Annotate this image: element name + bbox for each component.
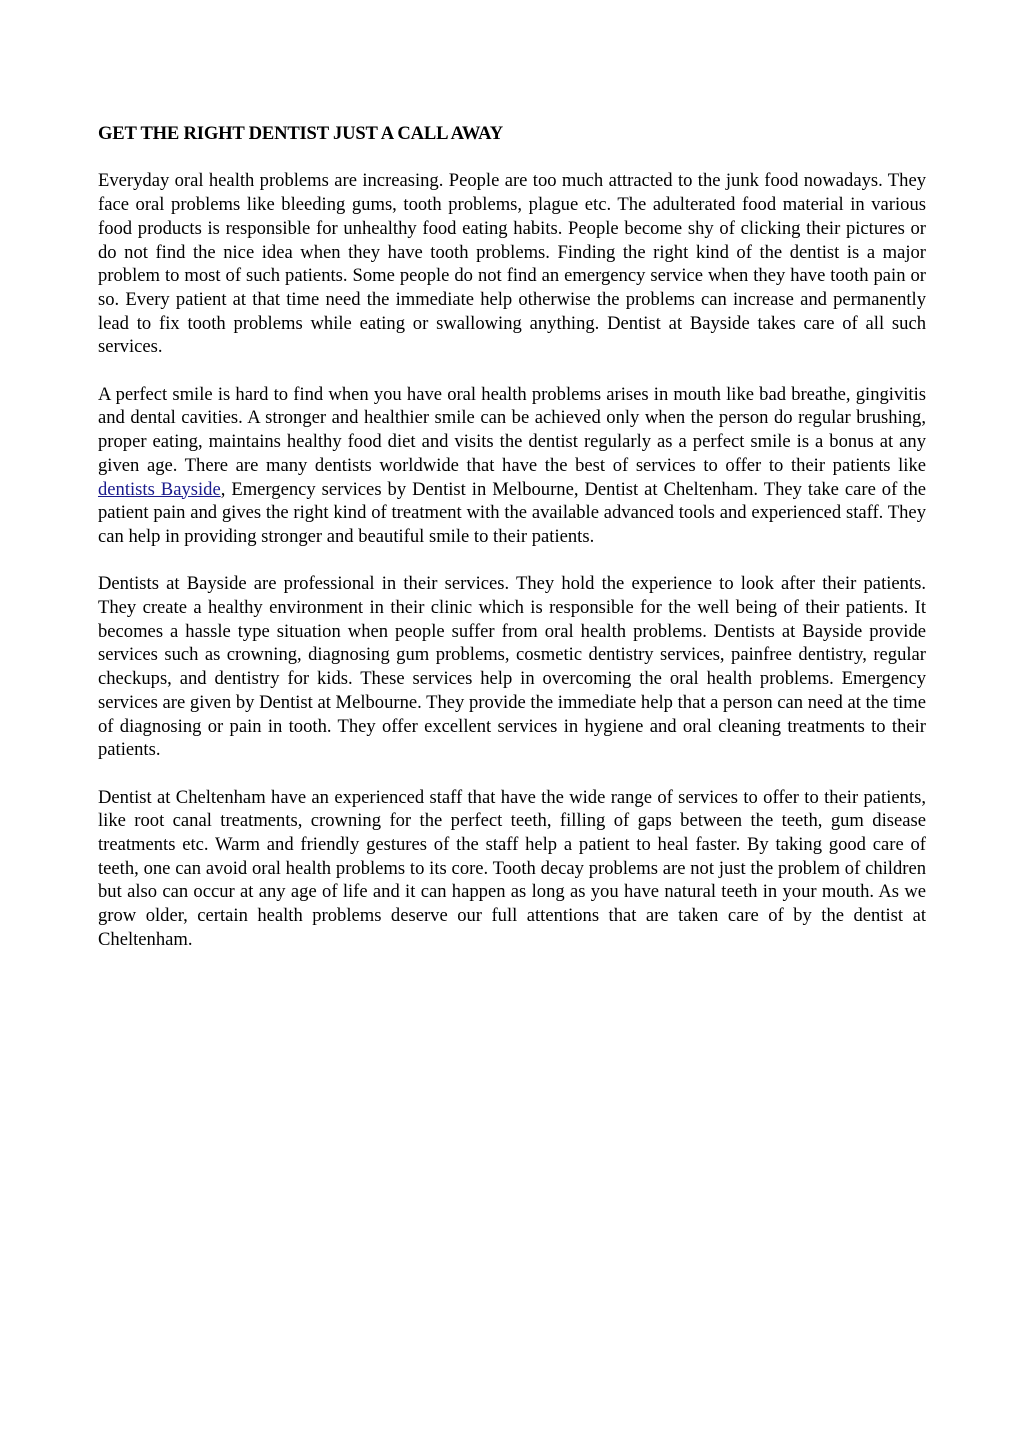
paragraph-1: Everyday oral health problems are increasing. People are too much attracted to the junk food nowadays. They face oral problems like bleeding gums, tooth problems, plague etc. The adulterated food material in various food products is responsible for unhealthy food eating habits. People become shy of clicking their pictures or do not find the nice idea when they have tooth problems. Finding the right kind of the dentist is a major problem to most of such patients. Some people do not find an emergency service when they have tooth pain or so. Every patient at that time need the immediate help otherwise the problems can increase and permanently lead to fix tooth problems while eating or swallowing anything. Dentist at Bayside takes care of all such services. [98, 170, 926, 358]
paragraph-2-text-after-link: , Emergency services by Dentist in Melbourne, Dentist at Cheltenham. They take care of the patient pain and gives the right kind of treatment with the available advanced tools and experienced staff. They can help in providing stronger and beautiful smile to their patients. [98, 478, 926, 547]
paragraph-3: Dentists at Bayside are professional in their services. They hold the experience to look after their patients. They create a healthy environment in their clinic which is responsible for the well being of their patients. It becomes a hassle type situation when people suffer from oral health problems. Dentists at Bayside provide services such as crowning, diagnosing gum problems, cosmetic dentistry services, painfree dentistry, regular checkups, and dentistry for kids. These services help in overcoming the oral health problems. Emergency services are given by Dentist at Melbourne. They provide the immediate help that a person can need at the time of diagnosing or pain in tooth. They offer excellent services in hygiene and oral cleaning treatments to their patients. [98, 573, 926, 761]
document-title: GET THE RIGHT DENTIST JUST A CALL AWAY [98, 123, 503, 144]
paragraph-2-text-before-link: A perfect smile is hard to find when you have oral health problems arises in mouth like bad breathe, gingivitis and dental cavities. A stronger and healthier smile can be achieved only when the person do regular brushing, proper eating, maintains healthy food diet and visits the dentist regularly as a perfect smile is a bonus at any given age. There are many dentists worldwide that have the best of services to offer to their patients like [98, 383, 926, 476]
paragraph-4: Dentist at Cheltenham have an experienced staff that have the wide range of services to offer to their patients, like root canal treatments, crowning for the perfect teeth, filling of gaps between the teeth, gum disease treatments etc. Warm and friendly gestures of the staff help a patient to heal faster. By taking good care of teeth, one can avoid oral health problems to its core. Tooth decay problems are not just the problem of children but also can occur at any age of life and it can happen as long as you have natural teeth in your mouth. As we grow older, certain health problems deserve our full attentions that are taken care of by the dentist at Cheltenham. [98, 786, 926, 950]
dentists-bayside-link[interactable]: dentists Bayside [98, 478, 221, 500]
document-page [98, 122, 926, 975]
paragraph-2 [98, 383, 926, 549]
